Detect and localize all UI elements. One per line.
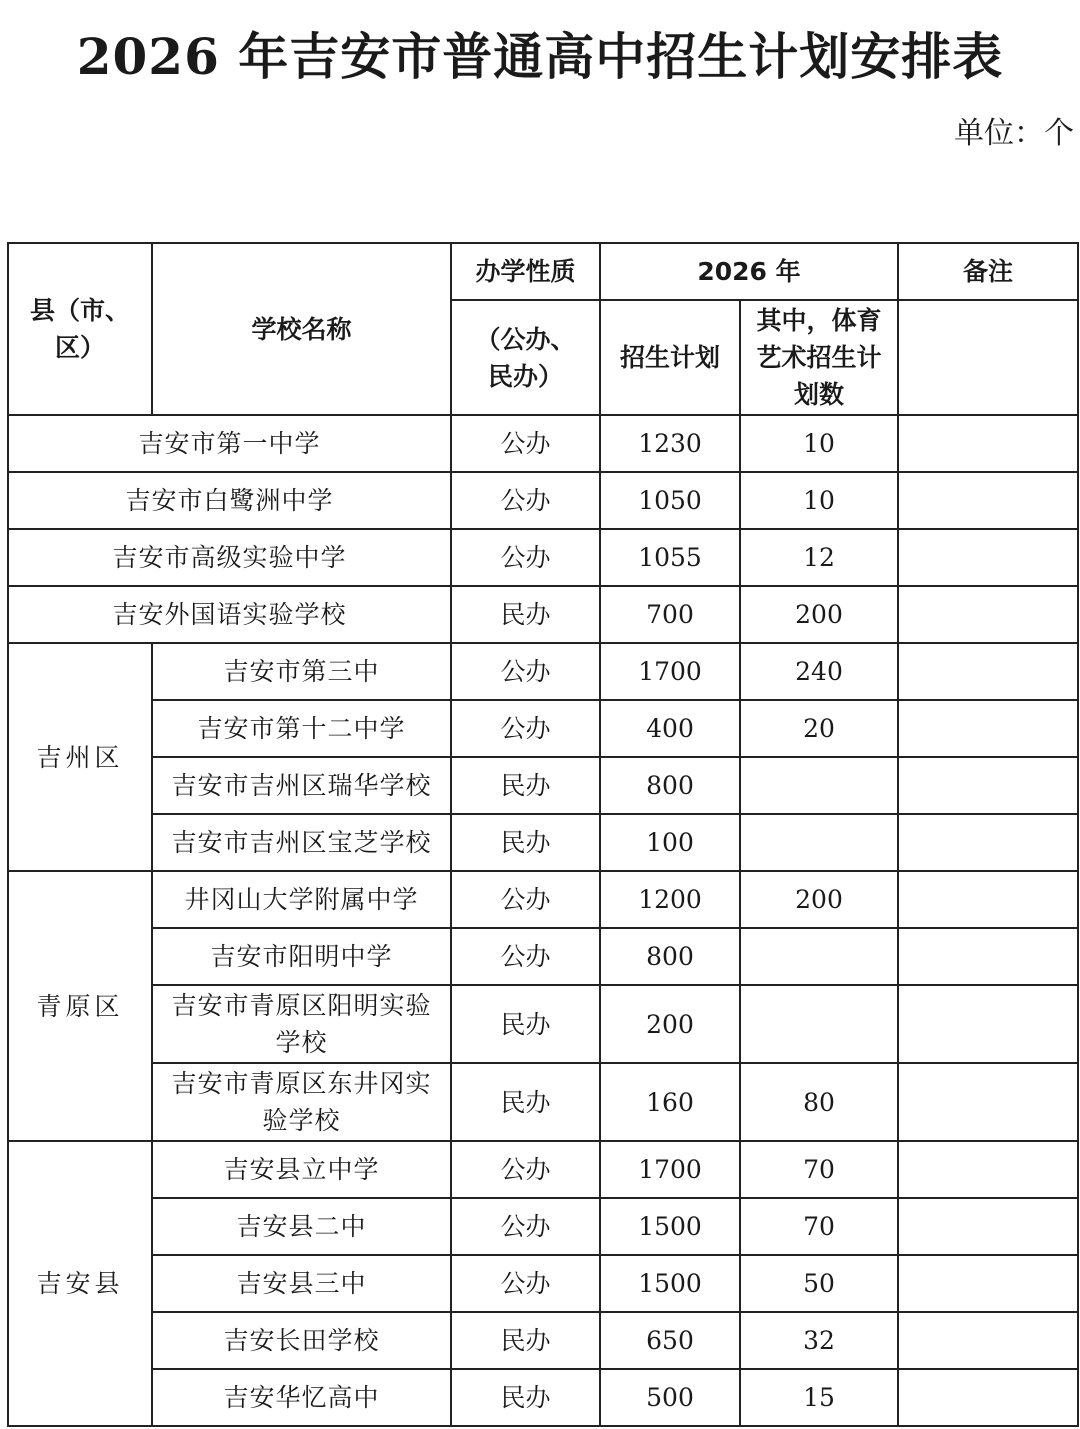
header-plan: 招生计划 <box>600 300 740 415</box>
header-school-type: 办学性质 <box>451 243 600 300</box>
enrollment-plan: 1230 <box>600 415 740 472</box>
document-title: 2026 年吉安市普通高中招生计划安排表 <box>76 27 1004 86</box>
arts-plan: 80 <box>740 1063 898 1141</box>
enrollment-plan: 1500 <box>600 1198 740 1255</box>
enrollment-plan: 1200 <box>600 871 740 928</box>
school-type: 公办 <box>451 871 600 928</box>
table-row <box>8 1063 1078 1141</box>
table-row <box>8 928 1078 985</box>
enrollment-plan-table <box>7 242 1079 1427</box>
remark <box>898 757 1078 814</box>
school-name: 吉安长田学校 <box>152 1312 451 1369</box>
table-row <box>8 985 1078 1063</box>
remark <box>898 1063 1078 1141</box>
school-type: 公办 <box>451 1141 600 1198</box>
table-row <box>8 700 1078 757</box>
enrollment-plan: 650 <box>600 1312 740 1369</box>
arts-plan <box>740 985 898 1063</box>
table-row <box>8 529 1078 586</box>
enrollment-plan: 1700 <box>600 643 740 700</box>
arts-plan: 20 <box>740 700 898 757</box>
remark <box>898 985 1078 1063</box>
remark <box>898 814 1078 871</box>
remark <box>898 871 1078 928</box>
arts-plan <box>740 757 898 814</box>
school-name: 吉安市吉州区瑞华学校 <box>152 757 451 814</box>
enrollment-plan: 800 <box>600 757 740 814</box>
enrollment-plan: 1700 <box>600 1141 740 1198</box>
table-row <box>8 1369 1078 1426</box>
header-remark-blank <box>898 300 1078 415</box>
school-name: 吉安市第十二中学 <box>152 700 451 757</box>
arts-plan: 15 <box>740 1369 898 1426</box>
remark <box>898 415 1078 472</box>
enrollment-plan: 100 <box>600 814 740 871</box>
table-row <box>8 1141 1078 1198</box>
school-name: 吉安市高级实验中学 <box>8 529 451 586</box>
school-type: 公办 <box>451 415 600 472</box>
school-type: 民办 <box>451 985 600 1063</box>
school-type: 民办 <box>451 1369 600 1426</box>
remark <box>898 472 1078 529</box>
enrollment-plan: 700 <box>600 586 740 643</box>
arts-plan: 200 <box>740 871 898 928</box>
table-row <box>8 814 1078 871</box>
arts-plan: 32 <box>740 1312 898 1369</box>
remark <box>898 529 1078 586</box>
table-row <box>8 586 1078 643</box>
arts-plan: 12 <box>740 529 898 586</box>
school-name: 吉安市吉州区宝芝学校 <box>152 814 451 871</box>
enrollment-plan: 400 <box>600 700 740 757</box>
county-name: 吉安县 <box>8 1141 152 1426</box>
county-name: 吉州区 <box>8 643 152 871</box>
header-school-type-sub: （公办、民办） <box>451 300 600 415</box>
table-row <box>8 757 1078 814</box>
remark <box>898 700 1078 757</box>
header-year: 2026 年 <box>600 243 898 300</box>
school-name: 吉安市第三中 <box>152 643 451 700</box>
school-type: 公办 <box>451 643 600 700</box>
remark <box>898 643 1078 700</box>
arts-plan: 70 <box>740 1198 898 1255</box>
enrollment-plan: 500 <box>600 1369 740 1426</box>
school-name: 吉安县三中 <box>152 1255 451 1312</box>
table-row <box>8 1198 1078 1255</box>
school-name: 井冈山大学附属中学 <box>152 871 451 928</box>
remark <box>898 1255 1078 1312</box>
header-arts-plan: 其中，体育艺术招生计划数 <box>740 300 898 415</box>
school-type: 民办 <box>451 814 600 871</box>
school-name: 吉安市青原区阳明实验学校 <box>152 985 451 1063</box>
remark <box>898 1369 1078 1426</box>
arts-plan: 200 <box>740 586 898 643</box>
arts-plan: 10 <box>740 472 898 529</box>
school-name: 吉安县二中 <box>152 1198 451 1255</box>
school-name: 吉安华忆高中 <box>152 1369 451 1426</box>
enrollment-plan: 800 <box>600 928 740 985</box>
table-row <box>8 472 1078 529</box>
unit-label: 单位：个 <box>954 116 1074 151</box>
table-row <box>8 1312 1078 1369</box>
header-row-1 <box>8 243 1078 300</box>
school-type: 公办 <box>451 529 600 586</box>
remark <box>898 1312 1078 1369</box>
header-county: 县（市、区） <box>8 243 152 415</box>
table-row <box>8 643 1078 700</box>
school-name: 吉安市阳明中学 <box>152 928 451 985</box>
school-name: 吉安市第一中学 <box>8 415 451 472</box>
enrollment-plan: 1050 <box>600 472 740 529</box>
arts-plan: 240 <box>740 643 898 700</box>
header-remark: 备注 <box>898 243 1078 300</box>
school-type: 民办 <box>451 1063 600 1141</box>
remark <box>898 1198 1078 1255</box>
school-type: 公办 <box>451 1255 600 1312</box>
school-type: 民办 <box>451 757 600 814</box>
school-type: 民办 <box>451 586 600 643</box>
school-name: 吉安市青原区东井冈实验学校 <box>152 1063 451 1141</box>
table-body <box>8 243 1078 1426</box>
county-name: 青原区 <box>8 871 152 1141</box>
school-type: 公办 <box>451 928 600 985</box>
school-name: 吉安县立中学 <box>152 1141 451 1198</box>
arts-plan: 10 <box>740 415 898 472</box>
remark <box>898 586 1078 643</box>
school-name: 吉安外国语实验学校 <box>8 586 451 643</box>
school-type: 民办 <box>451 1312 600 1369</box>
enrollment-plan: 1055 <box>600 529 740 586</box>
school-name: 吉安市白鹭洲中学 <box>8 472 451 529</box>
remark <box>898 928 1078 985</box>
arts-plan: 50 <box>740 1255 898 1312</box>
header-school-name: 学校名称 <box>152 243 451 415</box>
school-type: 公办 <box>451 700 600 757</box>
enrollment-plan: 200 <box>600 985 740 1063</box>
arts-plan <box>740 928 898 985</box>
enrollment-plan: 160 <box>600 1063 740 1141</box>
remark <box>898 1141 1078 1198</box>
table-row <box>8 871 1078 928</box>
arts-plan: 70 <box>740 1141 898 1198</box>
school-type: 公办 <box>451 1198 600 1255</box>
school-type: 公办 <box>451 472 600 529</box>
enrollment-plan: 1500 <box>600 1255 740 1312</box>
table-row <box>8 415 1078 472</box>
table-row <box>8 1255 1078 1312</box>
arts-plan <box>740 814 898 871</box>
